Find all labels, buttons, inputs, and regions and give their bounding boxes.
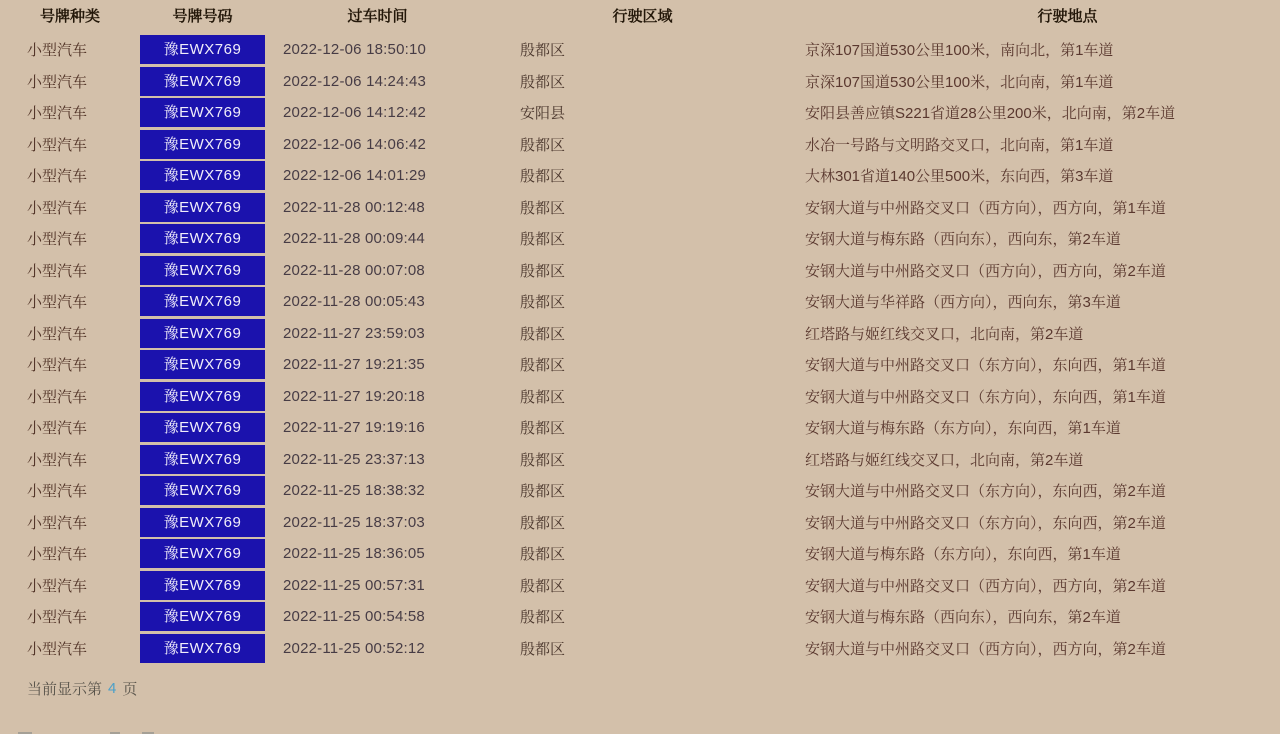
- vehicle-type: 小型汽车: [27, 231, 88, 249]
- plate-number-badge[interactable]: 豫EWX769: [140, 193, 265, 222]
- table-row: [0, 223, 1280, 255]
- vehicle-type: 小型汽车: [27, 262, 88, 280]
- pass-time: 2022-11-25 00:54:58: [283, 608, 425, 626]
- plate-number-badge[interactable]: 豫EWX769: [140, 224, 265, 253]
- driving-area: 殷都区: [520, 640, 566, 658]
- table-row: [0, 97, 1280, 129]
- vehicle-type: 小型汽车: [27, 357, 88, 375]
- table-body: [0, 34, 1280, 664]
- plate-cell: [140, 538, 265, 570]
- driving-area: 殷都区: [520, 577, 566, 595]
- vehicle-type: 小型汽车: [27, 514, 88, 532]
- pass-time: 2022-11-27 19:19:16: [283, 419, 425, 437]
- plate-number-badge[interactable]: 豫EWX769: [140, 35, 265, 64]
- plate-cell: [140, 34, 265, 66]
- pass-time: 2022-11-25 00:57:31: [283, 576, 425, 594]
- plate-number-badge[interactable]: 豫EWX769: [140, 508, 265, 537]
- vehicle-type: 小型汽车: [27, 42, 88, 60]
- plate-cell: [140, 255, 265, 287]
- table-row: [0, 381, 1280, 413]
- driving-area: 殷都区: [520, 325, 566, 343]
- vehicle-type: 小型汽车: [27, 420, 88, 438]
- driving-area: 殷都区: [520, 388, 566, 406]
- pass-time: 2022-11-25 18:36:05: [283, 545, 425, 563]
- vehicle-type: 小型汽车: [27, 168, 88, 186]
- plate-cell: [140, 475, 265, 507]
- driving-location: 安钢大道与中州路交叉口（东方向），东向西，第2车道: [805, 483, 1166, 501]
- driving-area: 殷都区: [520, 420, 566, 438]
- pass-time: 2022-11-27 19:21:35: [283, 356, 425, 374]
- table-row: [0, 129, 1280, 161]
- driving-location: 安钢大道与梅东路（东方向），东向西，第1车道: [805, 420, 1121, 438]
- table-row: [0, 412, 1280, 444]
- vehicle-type: 小型汽车: [27, 73, 88, 91]
- header-plate-type: 号牌种类: [39, 8, 100, 25]
- driving-area: 殷都区: [520, 357, 566, 375]
- driving-location: 京深107国道530公里100米，南向北，第1车道: [805, 42, 1114, 60]
- vehicle-type: 小型汽车: [27, 199, 88, 217]
- vehicle-type: 小型汽车: [27, 546, 88, 564]
- plate-cell: [140, 97, 265, 129]
- table-row: [0, 255, 1280, 287]
- driving-location: 安钢大道与梅东路（西向东），西向东，第2车道: [805, 609, 1121, 627]
- pass-time: 2022-11-28 00:12:48: [283, 198, 425, 216]
- pass-time: 2022-12-06 18:50:10: [283, 41, 427, 59]
- vehicle-type: 小型汽车: [27, 105, 88, 123]
- pass-time: 2022-12-06 14:01:29: [283, 167, 427, 185]
- driving-location: 安钢大道与华祥路（西方向），西向东，第3车道: [805, 294, 1121, 312]
- cutoff-text-bottom-edge: [18, 729, 278, 734]
- plate-number-badge[interactable]: 豫EWX769: [140, 130, 265, 159]
- table-row: [0, 34, 1280, 66]
- driving-area: 殷都区: [520, 42, 566, 60]
- driving-location: 安钢大道与中州路交叉口（东方向），东向西，第1车道: [805, 357, 1166, 375]
- driving-location: 红塔路与姬红线交叉口，北向南，第2车道: [805, 325, 1084, 343]
- plate-cell: [140, 286, 265, 318]
- driving-location: 安阳县善应镇S221省道28公里200米，北向南，第2车道: [805, 105, 1176, 123]
- plate-number-badge[interactable]: 豫EWX769: [140, 571, 265, 600]
- plate-cell: [140, 192, 265, 224]
- table-row: [0, 570, 1280, 602]
- driving-location: 京深107国道530公里100米，北向南，第1车道: [805, 73, 1114, 91]
- plate-cell: [140, 160, 265, 192]
- table-row: [0, 633, 1280, 665]
- table-header-row: [0, 0, 1280, 34]
- plate-cell: [140, 318, 265, 350]
- plate-number-badge[interactable]: 豫EWX769: [140, 350, 265, 379]
- pagination-prefix: 当前显示第: [27, 681, 103, 698]
- table-row: [0, 349, 1280, 381]
- plate-number-badge[interactable]: 豫EWX769: [140, 413, 265, 442]
- plate-cell: [140, 507, 265, 539]
- driving-location: 安钢大道与中州路交叉口（西方向），西方向，第2车道: [805, 577, 1166, 595]
- pass-time: 2022-12-06 14:12:42: [283, 104, 427, 122]
- driving-area: 殷都区: [520, 609, 566, 627]
- vehicle-type: 小型汽车: [27, 294, 88, 312]
- plate-number-badge[interactable]: 豫EWX769: [140, 445, 265, 474]
- table-row: [0, 538, 1280, 570]
- pass-time: 2022-11-27 19:20:18: [283, 387, 425, 405]
- pass-time: 2022-11-28 00:05:43: [283, 293, 425, 311]
- vehicle-type: 小型汽车: [27, 325, 88, 343]
- driving-location: 安钢大道与梅东路（西向东），西向东，第2车道: [805, 231, 1121, 249]
- table-row: [0, 475, 1280, 507]
- plate-cell: [140, 570, 265, 602]
- pass-time: 2022-11-27 23:59:03: [283, 324, 425, 342]
- table-row: [0, 66, 1280, 98]
- pass-time: 2022-11-25 18:37:03: [283, 513, 425, 531]
- plate-number-badge[interactable]: 豫EWX769: [140, 602, 265, 631]
- vehicle-type: 小型汽车: [27, 577, 88, 595]
- vehicle-type: 小型汽车: [27, 640, 88, 658]
- plate-cell: [140, 601, 265, 633]
- pass-time: 2022-11-25 18:38:32: [283, 482, 425, 500]
- header-driving-area: 行驶区域: [612, 8, 673, 25]
- plate-cell: [140, 223, 265, 255]
- driving-area: 殷都区: [520, 546, 566, 564]
- table-row: [0, 192, 1280, 224]
- plate-number-badge[interactable]: 豫EWX769: [140, 476, 265, 505]
- pass-time: 2022-12-06 14:24:43: [283, 72, 427, 90]
- plate-cell: [140, 66, 265, 98]
- plate-number-badge[interactable]: 豫EWX769: [140, 256, 265, 285]
- pass-time: 2022-11-25 00:52:12: [283, 639, 425, 657]
- driving-area: 殷都区: [520, 483, 566, 501]
- vehicle-type: 小型汽车: [27, 451, 88, 469]
- table-row: [0, 286, 1280, 318]
- table-row: [0, 601, 1280, 633]
- driving-area: 殷都区: [520, 136, 566, 154]
- current-page-number: 4: [108, 680, 117, 697]
- pass-time: 2022-11-25 23:37:13: [283, 450, 425, 468]
- driving-area: 殷都区: [520, 451, 566, 469]
- pagination-status: [27, 678, 1280, 699]
- plate-cell: [140, 129, 265, 161]
- pagination-suffix: 页: [122, 681, 138, 698]
- driving-location: 大林301省道140公里500米，东向西，第3车道: [805, 168, 1114, 186]
- driving-area: 殷都区: [520, 168, 566, 186]
- driving-location: 安钢大道与梅东路（东方向），东向西，第1车道: [805, 546, 1121, 564]
- header-driving-location: 行驶地点: [1037, 8, 1098, 25]
- driving-location: 安钢大道与中州路交叉口（西方向），西方向，第1车道: [805, 199, 1166, 217]
- plate-number-badge[interactable]: 豫EWX769: [140, 287, 265, 316]
- plate-cell: [140, 633, 265, 665]
- driving-area: 殷都区: [520, 73, 566, 91]
- pass-time: 2022-11-28 00:07:08: [283, 261, 425, 279]
- driving-location: 安钢大道与中州路交叉口（西方向），西方向，第2车道: [805, 262, 1166, 280]
- plate-cell: [140, 381, 265, 413]
- driving-area: 殷都区: [520, 514, 566, 532]
- plate-number-badge[interactable]: 豫EWX769: [140, 161, 265, 190]
- vehicle-type: 小型汽车: [27, 609, 88, 627]
- plate-cell: [140, 444, 265, 476]
- header-plate-number: 号牌号码: [172, 8, 233, 25]
- table-row: [0, 160, 1280, 192]
- driving-area: 殷都区: [520, 231, 566, 249]
- driving-location: 红塔路与姬红线交叉口，北向南，第2车道: [805, 451, 1084, 469]
- plate-number-badge[interactable]: 豫EWX769: [140, 539, 265, 568]
- plate-number-badge[interactable]: 豫EWX769: [140, 67, 265, 96]
- table-row: [0, 444, 1280, 476]
- driving-area: 殷都区: [520, 262, 566, 280]
- table-row: [0, 507, 1280, 539]
- driving-location: 安钢大道与中州路交叉口（东方向），东向西，第1车道: [805, 388, 1166, 406]
- driving-location: 安钢大道与中州路交叉口（西方向），西方向，第2车道: [805, 640, 1166, 658]
- driving-location: 安钢大道与中州路交叉口（东方向），东向西，第2车道: [805, 514, 1166, 532]
- table-row: [0, 318, 1280, 350]
- vehicle-type: 小型汽车: [27, 388, 88, 406]
- plate-number-badge[interactable]: 豫EWX769: [140, 319, 265, 348]
- pass-time: 2022-11-28 00:09:44: [283, 230, 425, 248]
- plate-number-badge[interactable]: 豫EWX769: [140, 98, 265, 127]
- plate-number-badge[interactable]: 豫EWX769: [140, 634, 265, 663]
- plate-number-badge[interactable]: 豫EWX769: [140, 382, 265, 411]
- pass-time: 2022-12-06 14:06:42: [283, 135, 427, 153]
- driving-area: 殷都区: [520, 294, 566, 312]
- header-pass-time: 过车时间: [347, 8, 408, 25]
- vehicle-type: 小型汽车: [27, 136, 88, 154]
- plate-cell: [140, 349, 265, 381]
- driving-area: 安阳县: [520, 105, 566, 123]
- plate-cell: [140, 412, 265, 444]
- driving-area: 殷都区: [520, 199, 566, 217]
- driving-location: 水冶一号路与文明路交叉口，北向南，第1车道: [805, 136, 1114, 154]
- vehicle-type: 小型汽车: [27, 483, 88, 501]
